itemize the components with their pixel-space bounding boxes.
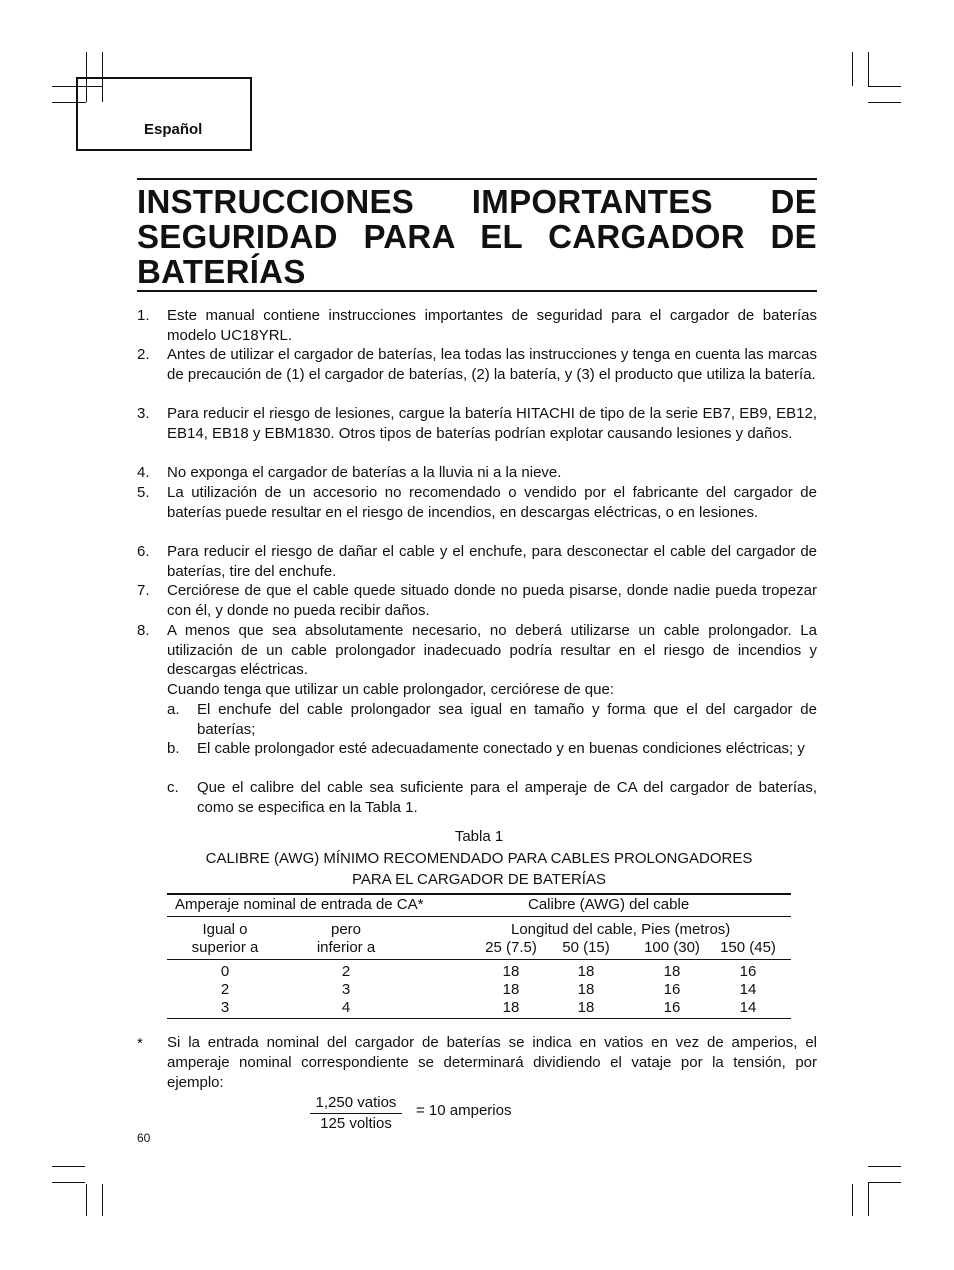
title-line: INSTRUCCIONES IMPORTANTES DE xyxy=(137,183,817,220)
table-cell: 18 xyxy=(577,999,595,1016)
fraction-bar xyxy=(310,1113,402,1114)
table-cell: 16 xyxy=(663,981,681,998)
sub-item-text: El cable prolongador esté adecuadamente conectado y en buenas condiciones eléctricas; y xyxy=(197,740,805,757)
list-item xyxy=(137,621,817,699)
column-header: Igual o xyxy=(202,921,248,938)
sub-list-item xyxy=(167,739,817,759)
item-text: A menos que sea absolutamente necesario, no deberá utilizarse un cable prolongador. La utilización de un cable prolongador inadecuado podría resultar en el riesgo de incendios y descargas eléctricas. xyxy=(167,622,817,679)
crop-mark xyxy=(852,1184,853,1216)
table-cell: 18 xyxy=(502,963,520,980)
item-number: 2. xyxy=(137,346,150,363)
item-text: Para reducir el riesgo de lesiones, cargue la batería HITACHI de tipo de la serie EB7, EB9, EB12, EB14, EB18 y EBM1830. Otros tipos de baterías podrían explotar causando lesiones y daños. xyxy=(167,405,817,442)
crop-mark xyxy=(868,1182,869,1216)
list-item xyxy=(137,404,817,443)
item-number: 5. xyxy=(137,484,150,501)
table-header-left: Amperaje nominal de entrada de CA* xyxy=(175,896,424,913)
item-number: 7. xyxy=(137,582,150,599)
fraction-numerator: 1,250 vatios xyxy=(315,1094,397,1111)
table-cell: 18 xyxy=(502,999,520,1016)
title-line: SEGURIDAD PARA EL CARGADOR DE xyxy=(137,218,817,255)
crop-mark xyxy=(852,52,853,86)
item-number: 4. xyxy=(137,464,150,481)
column-header: superior a xyxy=(191,939,259,956)
crop-mark xyxy=(86,1184,87,1216)
table-rule xyxy=(167,959,791,960)
table-bottom-rule xyxy=(167,1018,791,1019)
list-item xyxy=(137,345,817,384)
language-tab xyxy=(76,77,252,151)
title-line: BATERÍAS xyxy=(137,253,306,290)
fraction-result: = 10 amperios xyxy=(416,1102,512,1119)
sub-item-letter: b. xyxy=(167,740,180,757)
title-bottom-rule xyxy=(137,290,817,292)
list-item xyxy=(137,483,817,522)
table-cell: 18 xyxy=(577,963,595,980)
table-title: PARA EL CARGADOR DE BATERÍAS xyxy=(352,871,606,888)
column-header: inferior a xyxy=(316,939,376,956)
list-item xyxy=(137,463,817,483)
table-header-right: Calibre (AWG) del cable xyxy=(528,896,690,913)
table-top-rule xyxy=(167,893,791,895)
item-extra-text: Cuando tenga que utilizar un cable prolongador, cerciórese de que: xyxy=(167,680,614,698)
crop-mark xyxy=(868,1182,901,1183)
sub-list-item xyxy=(167,778,817,817)
length-column-header: 50 (15) xyxy=(562,939,610,956)
list-item xyxy=(137,542,817,581)
item-text: Cerciórese de que el cable quede situado donde no pueda pisarse, donde nadie pueda tropezar con él, y donde no pueda recibir daños. xyxy=(167,582,817,619)
sub-item-text: Que el calibre del cable sea suficiente para el amperaje de CA del cargador de baterías, como se especifica en la Tabla 1. xyxy=(197,779,817,816)
item-number: 6. xyxy=(137,543,150,560)
sub-item-text: El enchufe del cable prolongador sea igual en tamaño y forma que el del cargador de baterías; xyxy=(197,701,817,738)
length-column-header: 150 (45) xyxy=(720,939,776,956)
item-text: La utilización de un accesorio no recomendado o vendido por el fabricante del cargador de baterías puede resultar en el riesgo de incendios, en descargas eléctricas, o en lesiones. xyxy=(167,484,817,521)
crop-mark xyxy=(868,86,901,87)
table-caption: Tabla 1 xyxy=(454,828,504,845)
table-rule xyxy=(167,916,791,917)
list-item xyxy=(137,581,817,620)
crop-mark xyxy=(868,52,869,86)
sub-item-letter: c. xyxy=(167,779,179,796)
fraction-denominator: 125 voltios xyxy=(320,1115,392,1132)
table-cell: 2 xyxy=(341,963,351,980)
footnote-marker: * xyxy=(137,1035,143,1052)
table-cell: 16 xyxy=(663,999,681,1016)
table-cell: 14 xyxy=(739,999,757,1016)
table-cell: 0 xyxy=(220,963,230,980)
table-cell: 3 xyxy=(220,999,230,1016)
title-top-rule xyxy=(137,178,817,180)
item-number: 1. xyxy=(137,307,150,324)
list-item xyxy=(137,306,817,345)
item-number: 8. xyxy=(137,622,150,639)
item-text: Para reducir el riesgo de dañar el cable y el enchufe, para desconectar el cable del cargador de baterías, tire del enchufe. xyxy=(167,543,817,580)
item-text: No exponga el cargador de baterías a la lluvia ni a la nieve. xyxy=(167,464,562,481)
column-header: pero xyxy=(330,921,362,938)
table-cell: 3 xyxy=(341,981,351,998)
item-text: Antes de utilizar el cargador de baterías, lea todas las instrucciones y tenga en cuenta las marcas de precaución de (1) el cargador de baterías, (2) la batería, y (3) el producto que utiliza la batería. xyxy=(167,346,817,383)
page-number: 60 xyxy=(137,1131,151,1145)
table-cell: 16 xyxy=(739,963,757,980)
item-number: 3. xyxy=(137,405,150,422)
crop-mark xyxy=(868,1166,901,1167)
table-cell: 18 xyxy=(577,981,595,998)
table-cell: 18 xyxy=(663,963,681,980)
item-text: Este manual contiene instrucciones importantes de seguridad para el cargador de baterías modelo UC18YRL. xyxy=(167,307,817,344)
page-title xyxy=(137,184,817,289)
length-column-header: 100 (30) xyxy=(644,939,700,956)
language-label: Español xyxy=(144,121,203,138)
length-column-header: 25 (7.5) xyxy=(485,939,537,956)
crop-mark xyxy=(102,1184,103,1216)
table-cell: 4 xyxy=(341,999,351,1016)
crop-mark xyxy=(52,1166,85,1167)
sub-list-item xyxy=(167,700,817,739)
table-cell: 18 xyxy=(502,981,520,998)
table-title: CALIBRE (AWG) MÍNIMO RECOMENDADO PARA CABLES PROLONGADORES xyxy=(205,850,753,867)
crop-mark xyxy=(868,102,901,103)
crop-mark xyxy=(52,1182,85,1183)
footnote-text: Si la entrada nominal del cargador de baterías se indica en vatios en vez de amperios, el amperaje nominal correspondiente se determinará dividiendo el vataje por la tensión, por ejemplo: xyxy=(167,1034,817,1091)
sub-item-letter: a. xyxy=(167,701,180,718)
table-cell: 14 xyxy=(739,981,757,998)
length-header: Longitud del cable, Pies (metros) xyxy=(511,921,731,938)
table-cell: 2 xyxy=(220,981,230,998)
